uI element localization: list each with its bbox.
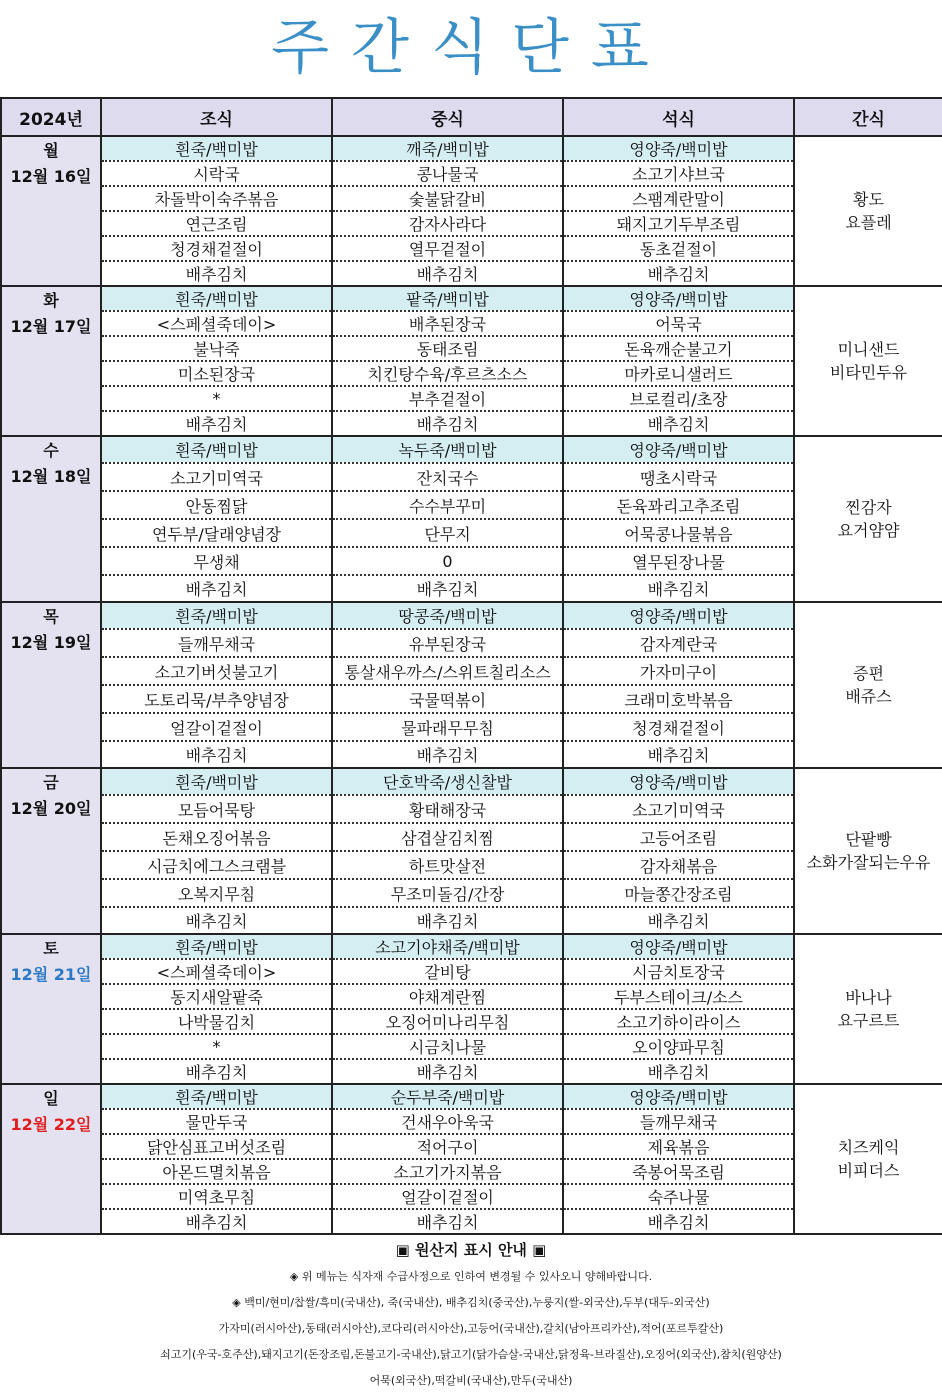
snack-item: 황도 <box>853 190 884 209</box>
breakfast-item: 시금치에그스크램블 <box>101 851 332 879</box>
snack-cell <box>794 436 942 602</box>
lunch-item: 건새우아욱국 <box>332 1109 563 1134</box>
dinner-item: 동초겉절이 <box>563 236 794 261</box>
dinner-item: 마늘쫑간장조림 <box>563 879 794 907</box>
day-name: 화 <box>43 291 59 310</box>
breakfast-item: 나박물김치 <box>101 1009 332 1034</box>
dinner-item: 배추김치 <box>563 1059 794 1084</box>
lunch-item: 배추김치 <box>332 907 563 934</box>
lunch-item: 치킨탕수육/후르츠소스 <box>332 361 563 386</box>
year-header: 2024년 <box>1 98 101 136</box>
breakfast-item: 동지새알팥죽 <box>101 984 332 1009</box>
origin-notice-line: 어묵(외국산),떡갈비(국내산),만두(국내산) <box>369 1374 573 1387</box>
breakfast-item: 배추김치 <box>101 907 332 934</box>
snack-cell <box>794 602 942 768</box>
snack-item: 소화가잘되는우유 <box>806 853 931 872</box>
lunch-item: 유부된장국 <box>332 629 563 657</box>
dinner-item: 시금치토장국 <box>563 959 794 984</box>
breakfast-item: 배추김치 <box>101 575 332 602</box>
dinner-item: 고등어조림 <box>563 823 794 851</box>
lunch-item: 얼갈이겉절이 <box>332 1184 563 1209</box>
lunch-item: 녹두죽/백미밥 <box>332 436 563 463</box>
snack-item: 찐감자 <box>845 498 892 517</box>
lunch-item: 잔치국수 <box>332 463 563 491</box>
lunch-item: 국물떡볶이 <box>332 685 563 713</box>
dinner-item: 영양죽/백미밥 <box>563 602 794 629</box>
breakfast-item: 물만두국 <box>101 1109 332 1134</box>
dinner-item: 소고기샤브국 <box>563 161 794 186</box>
lunch-item: 삼겹살김치찜 <box>332 823 563 851</box>
breakfast-item: 닭안심표고버섯조림 <box>101 1134 332 1159</box>
lunch-item: 배추김치 <box>332 1059 563 1084</box>
dinner-item: 마카로니샐러드 <box>563 361 794 386</box>
breakfast-item: 흰죽/백미밥 <box>101 136 332 161</box>
origin-notice <box>0 1236 942 1394</box>
lunch-item: 순두부죽/백미밥 <box>332 1084 563 1109</box>
lunch-item: 오징어미나리무침 <box>332 1009 563 1034</box>
snack-item: 치즈케익 <box>837 1138 900 1157</box>
lunch-item: 단무지 <box>332 519 563 547</box>
lunch-item: 동태조림 <box>332 336 563 361</box>
dinner-item: 영양죽/백미밥 <box>563 136 794 161</box>
breakfast-item: * <box>101 1034 332 1059</box>
dinner-item: 어묵콩나물볶음 <box>563 519 794 547</box>
snack-item: 바나나 <box>845 988 892 1007</box>
lunch-item: 배추김치 <box>332 575 563 602</box>
breakfast-item: 무생채 <box>101 547 332 575</box>
lunch-item: 부추겉절이 <box>332 386 563 411</box>
snack-item: 증편 <box>853 664 884 683</box>
lunch-item: 소고기가지볶음 <box>332 1159 563 1184</box>
breakfast-item: 연근조림 <box>101 211 332 236</box>
dinner-item: 브로컬리/초장 <box>563 386 794 411</box>
lunch-item: 적어구이 <box>332 1134 563 1159</box>
day-cell <box>1 286 101 436</box>
dinner-header: 석식 <box>563 98 794 136</box>
snack-item: 비타민두유 <box>829 363 908 382</box>
breakfast-item: 미소된장국 <box>101 361 332 386</box>
dinner-item: 땡초시락국 <box>563 463 794 491</box>
breakfast-item: 도토리묵/부추양념장 <box>101 685 332 713</box>
snack-cell <box>794 286 942 436</box>
page-title: 주간식단표 <box>271 13 671 83</box>
snack-cell <box>794 934 942 1084</box>
menu-row <box>1 1084 942 1109</box>
dinner-item: 들깨무채국 <box>563 1109 794 1134</box>
lunch-item: 팥죽/백미밥 <box>332 286 563 311</box>
snack-item: 요구르트 <box>837 1011 900 1030</box>
breakfast-item: 청경채겉절이 <box>101 236 332 261</box>
lunch-item: 배추된장국 <box>332 311 563 336</box>
breakfast-item: <스페셜죽데이> <box>101 959 332 984</box>
origin-notice-line: 쇠고기(우국-호주산),돼지고기(돈장조림,돈불고기-국내산),닭고기(닭가슴살-국내산,닭정육-브라질산),오징어(외국산),참치(원양산) <box>160 1348 782 1361</box>
snack-cell <box>794 768 942 934</box>
menu-row <box>1 136 942 161</box>
dinner-item: 소고기미역국 <box>563 795 794 823</box>
breakfast-item: 시락국 <box>101 161 332 186</box>
day-date: 12월 21일 <box>10 965 92 984</box>
dinner-item: 두부스테이크/소스 <box>563 984 794 1009</box>
lunch-item: 깨죽/백미밥 <box>332 136 563 161</box>
lunch-item: 물파래무무침 <box>332 713 563 741</box>
lunch-item: 갈비탕 <box>332 959 563 984</box>
day-cell <box>1 768 101 934</box>
dinner-item: 돼지고기두부조림 <box>563 211 794 236</box>
menu-body <box>1 136 942 1234</box>
dinner-item: 돈육깨순불고기 <box>563 336 794 361</box>
lunch-item: 콩나물국 <box>332 161 563 186</box>
day-name: 금 <box>43 773 59 792</box>
breakfast-item: 아몬드멸치볶음 <box>101 1159 332 1184</box>
lunch-item: 수수부꾸미 <box>332 491 563 519</box>
header-row <box>1 98 942 136</box>
breakfast-item: 돈채오징어볶음 <box>101 823 332 851</box>
origin-notice-line: ◈ 백미/현미/찹쌀/흑미(국내산), 죽(국내산), 배추김치(중국산),누룽지(쌀-외국산),두부(대두-외국산) <box>232 1296 710 1309</box>
dinner-item: 오이양파무침 <box>563 1034 794 1059</box>
dinner-item: 숙주나물 <box>563 1184 794 1209</box>
dinner-item: 배추김치 <box>563 741 794 768</box>
breakfast-item: 배추김치 <box>101 1059 332 1084</box>
day-name: 수 <box>43 441 59 460</box>
lunch-item: 감자사라다 <box>332 211 563 236</box>
snack-item: 요거얌얌 <box>837 521 900 540</box>
breakfast-item: 소고기미역국 <box>101 463 332 491</box>
breakfast-header: 조식 <box>101 98 332 136</box>
menu-row <box>1 934 942 959</box>
breakfast-item: * <box>101 386 332 411</box>
lunch-item: 하트맛살전 <box>332 851 563 879</box>
lunch-item: 야채계란찜 <box>332 984 563 1009</box>
lunch-item: 배추김치 <box>332 261 563 286</box>
breakfast-item: 오복지무침 <box>101 879 332 907</box>
breakfast-item: 흰죽/백미밥 <box>101 934 332 959</box>
breakfast-item: 흰죽/백미밥 <box>101 602 332 629</box>
origin-notice-line: 가자미(러시아산),동태(러시아산),코다리(러시아산),고등어(국내산),갈치(남아프리카산),적어(포르투칼산) <box>218 1322 724 1335</box>
dinner-item: 영양죽/백미밥 <box>563 768 794 795</box>
snack-item: 요플레 <box>845 213 892 232</box>
day-cell <box>1 436 101 602</box>
breakfast-item: 모듬어묵탕 <box>101 795 332 823</box>
breakfast-item: 안동찜닭 <box>101 491 332 519</box>
breakfast-item: 배추김치 <box>101 1209 332 1234</box>
dinner-item: 죽봉어묵조림 <box>563 1159 794 1184</box>
dinner-item: 배추김치 <box>563 261 794 286</box>
breakfast-item: 소고기버섯불고기 <box>101 657 332 685</box>
day-date: 12월 16일 <box>10 167 92 186</box>
day-cell <box>1 934 101 1084</box>
day-name: 목 <box>43 607 59 626</box>
dinner-item: 크래미호박볶음 <box>563 685 794 713</box>
lunch-item: 열무겉절이 <box>332 236 563 261</box>
lunch-item: 시금치나물 <box>332 1034 563 1059</box>
day-cell <box>1 136 101 286</box>
dinner-item: 가자미구이 <box>563 657 794 685</box>
dinner-item: 열무된장나물 <box>563 547 794 575</box>
snack-header: 간식 <box>794 98 942 136</box>
lunch-item: 땅콩죽/백미밥 <box>332 602 563 629</box>
dinner-item: 청경채겉절이 <box>563 713 794 741</box>
origin-notice-line: ◈ 위 메뉴는 식자재 수급사정으로 인하여 변경될 수 있사오니 양해바랍니다. <box>289 1270 653 1283</box>
day-date: 12월 17일 <box>10 317 92 336</box>
dinner-item: 감자채볶음 <box>563 851 794 879</box>
breakfast-item: 흰죽/백미밥 <box>101 768 332 795</box>
day-date: 12월 19일 <box>10 633 92 652</box>
dinner-item: 배추김치 <box>563 411 794 436</box>
lunch-item: 소고기야채죽/백미밥 <box>332 934 563 959</box>
day-name: 토 <box>43 939 59 958</box>
weekly-menu-table <box>0 97 942 1235</box>
snack-item: 비피더스 <box>837 1161 900 1180</box>
snack-cell <box>794 1084 942 1234</box>
dinner-item: 영양죽/백미밥 <box>563 934 794 959</box>
day-date: 12월 22일 <box>10 1115 92 1134</box>
breakfast-item: 미역초무침 <box>101 1184 332 1209</box>
breakfast-item: 연두부/달래양념장 <box>101 519 332 547</box>
lunch-item: 단호박죽/생신찰밥 <box>332 768 563 795</box>
menu-row <box>1 436 942 463</box>
day-cell <box>1 602 101 768</box>
lunch-item: 황태해장국 <box>332 795 563 823</box>
lunch-item: 숯불닭갈비 <box>332 186 563 211</box>
snack-cell <box>794 136 942 286</box>
lunch-item: 통살새우까스/스위트칠리소스 <box>332 657 563 685</box>
day-date: 12월 18일 <box>10 467 92 486</box>
lunch-header: 중식 <box>332 98 563 136</box>
breakfast-item: 얼갈이겉절이 <box>101 713 332 741</box>
breakfast-item: 흰죽/백미밥 <box>101 1084 332 1109</box>
dinner-item: 돈육꽈리고추조림 <box>563 491 794 519</box>
breakfast-item: 차돌박이숙주볶음 <box>101 186 332 211</box>
dinner-item: 배추김치 <box>563 575 794 602</box>
breakfast-item: 배추김치 <box>101 411 332 436</box>
lunch-item: 배추김치 <box>332 411 563 436</box>
dinner-item: 영양죽/백미밥 <box>563 1084 794 1109</box>
breakfast-item: 배추김치 <box>101 261 332 286</box>
breakfast-item: <스페셜죽데이> <box>101 311 332 336</box>
day-name: 월 <box>43 141 59 160</box>
dinner-item: 제육볶음 <box>563 1134 794 1159</box>
breakfast-item: 배추김치 <box>101 741 332 768</box>
lunch-item: 배추김치 <box>332 741 563 768</box>
lunch-item: 배추김치 <box>332 1209 563 1234</box>
menu-row <box>1 602 942 629</box>
breakfast-item: 흰죽/백미밥 <box>101 436 332 463</box>
dinner-item: 소고기하이라이스 <box>563 1009 794 1034</box>
breakfast-item: 들깨무채국 <box>101 629 332 657</box>
dinner-item: 감자계란국 <box>563 629 794 657</box>
dinner-item: 어묵국 <box>563 311 794 336</box>
lunch-item: 0 <box>332 547 563 575</box>
snack-item: 미니샌드 <box>837 340 900 359</box>
origin-notice-title: ▣ 원산지 표시 안내 ▣ <box>395 1241 547 1259</box>
breakfast-item: 흰죽/백미밥 <box>101 286 332 311</box>
snack-item: 단팥빵 <box>845 830 892 849</box>
lunch-item: 무조미돌김/간장 <box>332 879 563 907</box>
dinner-item: 배추김치 <box>563 907 794 934</box>
dinner-item: 영양죽/백미밥 <box>563 436 794 463</box>
snack-item: 배쥬스 <box>845 687 892 706</box>
dinner-item: 영양죽/백미밥 <box>563 286 794 311</box>
breakfast-item: 불낙죽 <box>101 336 332 361</box>
dinner-item: 스팸계란말이 <box>563 186 794 211</box>
dinner-item: 배추김치 <box>563 1209 794 1234</box>
menu-row <box>1 286 942 311</box>
menu-row <box>1 768 942 795</box>
day-date: 12월 20일 <box>10 799 92 818</box>
day-name: 일 <box>43 1089 59 1108</box>
day-cell <box>1 1084 101 1234</box>
